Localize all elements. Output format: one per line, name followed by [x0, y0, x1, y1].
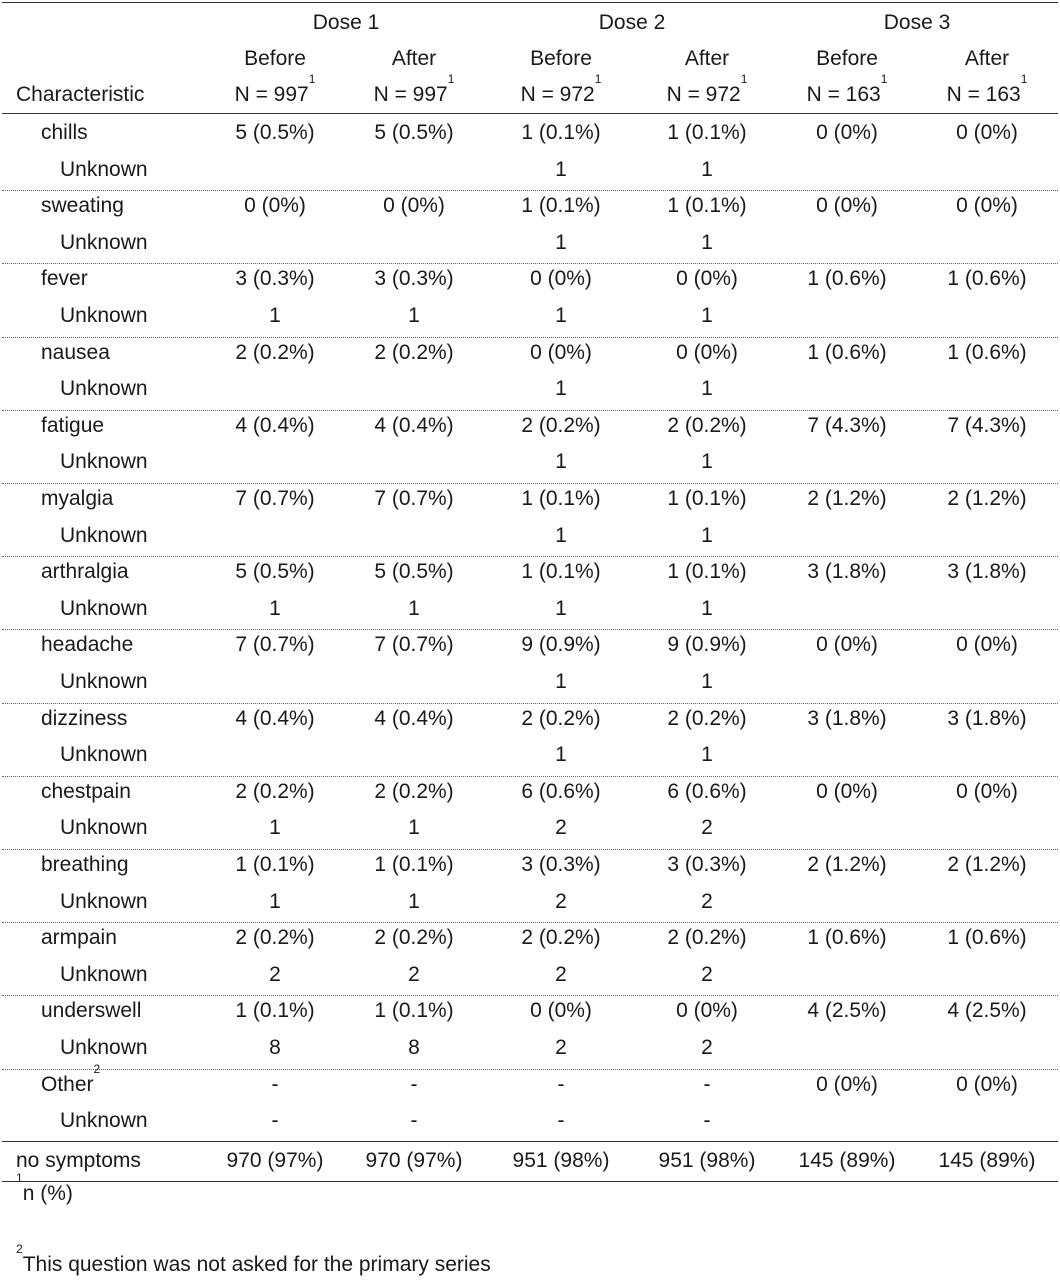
unknown-value-cell: 8 — [408, 1036, 420, 1059]
symptom-label: fever — [41, 267, 88, 291]
symptom-value-cell: 3 (0.3%) — [667, 853, 747, 876]
symptom-value-cell: 4 (0.4%) — [235, 413, 315, 437]
unknown-value-cell: 2 — [701, 962, 713, 986]
symptom-value-cell: 2 (0.2%) — [374, 926, 454, 950]
no-symptoms-value-cell: 970 (97%) — [365, 1148, 463, 1172]
symptom-value-cell: 2 (0.2%) — [521, 926, 601, 950]
symptom-value-cell: 1 (0.6%) — [947, 340, 1027, 364]
symptom-label: nausea — [41, 340, 110, 364]
unknown-value-cell: 1 — [408, 596, 420, 620]
unknown-label: Unknown — [60, 670, 148, 693]
symptom-value-cell: - — [703, 1072, 711, 1096]
symptom-value-cell: 0 (0%) — [676, 267, 738, 291]
symptom-value-cell: 3 (0.3%) — [521, 853, 601, 876]
footnote-mark: 2 — [93, 1061, 101, 1076]
symptom-value-cell: 0 (0%) — [956, 633, 1018, 657]
symptom-value-cell: 4 (0.4%) — [235, 706, 315, 730]
dose-group-header: Dose 1 — [312, 11, 380, 34]
symptom-value-cell: 3 (1.8%) — [947, 706, 1027, 730]
symptom-value-cell: 2 (0.2%) — [235, 340, 315, 364]
unknown-value-cell: 1 — [408, 889, 420, 913]
symptom-value-cell: 0 (0%) — [530, 340, 592, 364]
symptom-value-cell: 4 (2.5%) — [947, 999, 1027, 1023]
symptom-value-cell: 0 (0%) — [816, 633, 878, 657]
unknown-label: Unknown — [60, 304, 148, 327]
symptom-label: arthralgia — [41, 560, 129, 584]
unknown-value-cell: 2 — [555, 962, 567, 986]
symptom-value-cell: 3 (1.8%) — [947, 560, 1027, 584]
unknown-value-cell: 1 — [555, 377, 567, 401]
unknown-value-cell: - — [410, 1109, 418, 1133]
symptom-value-cell: 0 (0%) — [530, 999, 592, 1023]
column-subheader: Before — [244, 47, 306, 70]
symptom-value-cell: 1 (0.1%) — [374, 999, 454, 1023]
no-symptoms-value-cell: 970 (97%) — [226, 1148, 324, 1172]
no-symptoms-value-cell: 951 (98%) — [512, 1148, 610, 1172]
symptom-value-cell: 1 (0.1%) — [521, 121, 601, 144]
unknown-value-cell: 1 — [408, 816, 420, 840]
unknown-label: Unknown — [60, 889, 148, 913]
footnote-2: $^2$This question was not asked for the primary series — [16, 1242, 491, 1276]
row-separator — [2, 922, 1058, 923]
footnote-mark: 1 — [594, 72, 602, 86]
symptom-value-cell: 0 (0%) — [956, 1072, 1018, 1096]
unknown-value-cell: 2 — [408, 962, 420, 986]
unknown-label: Unknown — [60, 596, 148, 620]
unknown-value-cell: 1 — [555, 523, 567, 547]
unknown-value-cell: 2 — [701, 816, 713, 840]
no-symptoms-label: no symptoms — [16, 1148, 141, 1172]
row-separator — [2, 776, 1058, 777]
symptom-value-cell: 2 (0.2%) — [374, 340, 454, 364]
symptom-value-cell: 0 (0%) — [244, 194, 306, 218]
symptom-value-cell: 0 (0%) — [383, 194, 445, 218]
unknown-value-cell: 1 — [555, 230, 567, 254]
row-separator — [2, 483, 1058, 484]
no-symptoms-value-cell: 951 (98%) — [658, 1148, 756, 1172]
unknown-value-cell: 1 — [701, 304, 713, 327]
row-separator — [2, 849, 1058, 850]
symptom-label: underswell — [41, 999, 142, 1023]
symptom-value-cell: 9 (0.9%) — [667, 633, 747, 657]
unknown-value-cell: 2 — [701, 1036, 713, 1059]
column-n-count: $N = 163^1$ — [806, 72, 888, 106]
unknown-label: Unknown — [60, 157, 148, 181]
unknown-label: Unknown — [60, 1109, 148, 1133]
symptom-value-cell: 1 (0.1%) — [521, 194, 601, 218]
symptom-label: armpain — [41, 926, 117, 950]
column-n-count: $N = 997^1$ — [234, 72, 316, 106]
symptom-value-cell: - — [557, 1072, 565, 1096]
footnote-1: $^1$n (%) — [16, 1171, 73, 1205]
symptom-value-cell: 7 (0.7%) — [374, 633, 454, 657]
symptom-label: chestpain — [41, 779, 131, 803]
column-subheader: After — [684, 47, 730, 70]
unknown-value-cell: 1 — [555, 304, 567, 327]
table-bottom-rule — [2, 1181, 1058, 1182]
symptom-value-cell: 0 (0%) — [676, 340, 738, 364]
symptom-value-cell: 1 (0.1%) — [235, 853, 315, 876]
unknown-value-cell: 8 — [269, 1036, 281, 1059]
dose-group-header: Dose 3 — [883, 11, 951, 34]
symptom-value-cell: 1 (0.1%) — [667, 560, 747, 584]
unknown-value-cell: 1 — [269, 596, 281, 620]
unknown-value-cell: - — [703, 1109, 711, 1133]
row-separator — [2, 703, 1058, 704]
unknown-value-cell: 1 — [555, 743, 567, 767]
unknown-value-cell: - — [557, 1109, 565, 1133]
symptom-value-cell: 2 (0.2%) — [235, 926, 315, 950]
symptom-value-cell: 1 (0.1%) — [235, 999, 315, 1023]
unknown-label: Unknown — [60, 230, 148, 254]
symptom-value-cell: 5 (0.5%) — [374, 560, 454, 584]
row-separator — [2, 1069, 1058, 1070]
unknown-value-cell: 1 — [701, 523, 713, 547]
symptom-value-cell: 0 (0%) — [530, 267, 592, 291]
unknown-value-cell: 1 — [269, 889, 281, 913]
symptom-value-cell: 7 (4.3%) — [807, 413, 887, 437]
footnote-mark: 1 — [447, 72, 455, 86]
symptom-value-cell: 2 (0.2%) — [521, 706, 601, 730]
symptom-value-cell: 3 (1.8%) — [807, 706, 887, 730]
symptom-value-cell: 2 (0.2%) — [667, 413, 747, 437]
column-subheader: After — [964, 47, 1010, 70]
symptom-value-cell: 7 (0.7%) — [235, 487, 315, 510]
symptom-label: dizziness — [41, 706, 128, 730]
unknown-label: Unknown — [60, 1036, 148, 1059]
unknown-label: Unknown — [60, 377, 148, 401]
characteristic-header: Characteristic — [16, 83, 145, 106]
column-n-count: $N = 163^1$ — [946, 72, 1028, 106]
footnote-mark: 1 — [16, 1171, 23, 1185]
no-symptoms-value-cell: 145 (89%) — [938, 1148, 1036, 1172]
symptom-label: myalgia — [41, 487, 114, 510]
symptom-value-cell: 0 (0%) — [816, 194, 878, 218]
footnote-mark: 1 — [1020, 72, 1028, 86]
unknown-value-cell: 2 — [269, 962, 281, 986]
unknown-value-cell: 1 — [701, 230, 713, 254]
symptom-value-cell: 3 (0.3%) — [374, 267, 454, 291]
unknown-value-cell: 2 — [701, 889, 713, 913]
footnote-mark: 1 — [308, 72, 316, 86]
symptom-value-cell: 9 (0.9%) — [521, 633, 601, 657]
unknown-value-cell: 1 — [701, 670, 713, 693]
symptom-label: Other$^2$ — [41, 1061, 101, 1096]
symptom-value-cell: 0 (0%) — [956, 194, 1018, 218]
symptom-value-cell: 1 (0.1%) — [374, 853, 454, 876]
symptom-value-cell: 2 (0.2%) — [521, 413, 601, 437]
unknown-value-cell: 2 — [555, 889, 567, 913]
symptom-value-cell: 0 (0%) — [816, 779, 878, 803]
row-separator — [2, 410, 1058, 411]
symptom-value-cell: 1 (0.6%) — [947, 267, 1027, 291]
unknown-value-cell: 1 — [408, 304, 420, 327]
column-n-count: $N = 972^1$ — [666, 72, 748, 106]
column-n-count: $N = 972^1$ — [520, 72, 602, 106]
symptom-value-cell: 1 (0.6%) — [947, 926, 1027, 950]
symptom-value-cell: 1 (0.1%) — [521, 487, 601, 510]
symptom-value-cell: 2 (1.2%) — [807, 487, 887, 510]
footnote-mark: 1 — [880, 72, 888, 86]
unknown-value-cell: 1 — [269, 816, 281, 840]
symptom-value-cell: - — [271, 1072, 279, 1096]
symptom-value-cell: 7 (0.7%) — [235, 633, 315, 657]
unknown-value-cell: 1 — [701, 377, 713, 401]
symptom-value-cell: 3 (1.8%) — [807, 560, 887, 584]
symptom-value-cell: 5 (0.5%) — [235, 560, 315, 584]
no-symptoms-top-rule — [2, 1141, 1058, 1142]
unknown-label: Unknown — [60, 743, 148, 767]
symptom-value-cell: 4 (2.5%) — [807, 999, 887, 1023]
unknown-label: Unknown — [60, 962, 148, 986]
symptom-value-cell: 2 (1.2%) — [947, 487, 1027, 510]
symptom-value-cell: 1 (0.1%) — [667, 194, 747, 218]
symptom-value-cell: 0 (0%) — [956, 779, 1018, 803]
unknown-value-cell: 2 — [555, 816, 567, 840]
row-separator — [2, 556, 1058, 557]
unknown-value-cell: 1 — [701, 157, 713, 181]
unknown-value-cell: 2 — [555, 1036, 567, 1059]
symptom-value-cell: 2 (0.2%) — [235, 779, 315, 803]
unknown-value-cell: - — [271, 1109, 279, 1133]
symptom-label: chills — [41, 121, 88, 144]
unknown-value-cell: 1 — [555, 157, 567, 181]
footnote-mark: 2 — [16, 1242, 23, 1256]
row-separator — [2, 337, 1058, 338]
unknown-value-cell: 1 — [701, 596, 713, 620]
dose-group-header: Dose 2 — [598, 11, 666, 34]
unknown-label: Unknown — [60, 450, 148, 474]
symptom-value-cell: 2 (1.2%) — [807, 853, 887, 876]
unknown-value-cell: 1 — [555, 596, 567, 620]
symptom-value-cell: 6 (0.6%) — [521, 779, 601, 803]
symptom-label: breathing — [41, 853, 129, 876]
symptom-value-cell: 1 (0.1%) — [667, 121, 747, 144]
symptom-value-cell: 5 (0.5%) — [235, 121, 315, 144]
row-separator — [2, 190, 1058, 191]
symptom-value-cell: 2 (0.2%) — [374, 779, 454, 803]
symptom-value-cell: 4 (0.4%) — [374, 706, 454, 730]
symptom-value-cell: 0 (0%) — [676, 999, 738, 1023]
symptom-label: headache — [41, 633, 134, 657]
symptom-value-cell: 2 (0.2%) — [667, 926, 747, 950]
symptom-value-cell: 3 (0.3%) — [235, 267, 315, 291]
symptom-value-cell: 1 (0.6%) — [807, 340, 887, 364]
unknown-value-cell: 1 — [555, 670, 567, 693]
row-separator — [2, 629, 1058, 630]
symptom-value-cell: 4 (0.4%) — [374, 413, 454, 437]
column-subheader: Before — [816, 47, 878, 70]
symptom-value-cell: 5 (0.5%) — [374, 121, 454, 144]
unknown-value-cell: 1 — [269, 304, 281, 327]
symptom-value-cell: 2 (0.2%) — [667, 706, 747, 730]
symptom-label: sweating — [41, 194, 124, 218]
symptom-value-cell: 1 (0.1%) — [667, 487, 747, 510]
symptom-value-cell: 1 (0.1%) — [521, 560, 601, 584]
unknown-value-cell: 1 — [701, 450, 713, 474]
unknown-value-cell: 1 — [555, 450, 567, 474]
symptom-value-cell: 6 (0.6%) — [667, 779, 747, 803]
column-subheader: After — [391, 47, 437, 70]
symptom-value-cell: 0 (0%) — [816, 1072, 878, 1096]
footnote-mark: 1 — [740, 72, 748, 86]
symptom-value-cell: 1 (0.6%) — [807, 926, 887, 950]
symptom-value-cell: 1 (0.6%) — [807, 267, 887, 291]
unknown-label: Unknown — [60, 523, 148, 547]
symptom-value-cell: 2 (1.2%) — [947, 853, 1027, 876]
no-symptoms-value-cell: 145 (89%) — [798, 1148, 896, 1172]
row-separator — [2, 263, 1058, 264]
table-top-rule — [2, 2, 1058, 3]
symptom-value-cell: 7 (0.7%) — [374, 487, 454, 510]
symptom-value-cell: - — [410, 1072, 418, 1096]
column-n-count: $N = 997^1$ — [373, 72, 455, 106]
column-subheader: Before — [530, 47, 592, 70]
symptom-value-cell: 0 (0%) — [956, 121, 1018, 144]
unknown-value-cell: 1 — [701, 743, 713, 767]
symptom-value-cell: 7 (4.3%) — [947, 413, 1027, 437]
row-separator — [2, 995, 1058, 996]
header-bottom-rule — [2, 113, 1058, 114]
symptom-label: fatigue — [41, 413, 105, 437]
unknown-label: Unknown — [60, 816, 148, 840]
symptom-value-cell: 0 (0%) — [816, 121, 878, 144]
